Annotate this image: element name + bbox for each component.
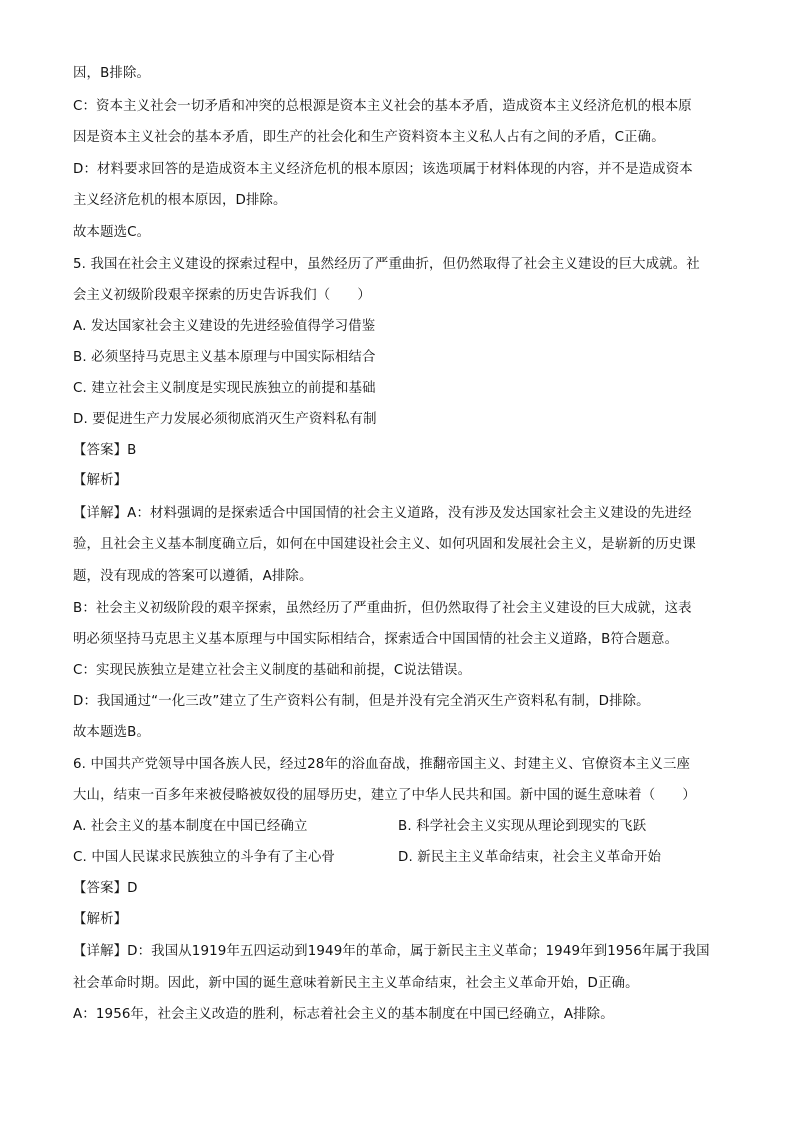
detail-text: 【详解】A：材料强调的是探索适合中国国情的社会主义道路，没有涉及发达国家社会主义建设的先进经 xyxy=(73,506,692,521)
option-a: A. 社会主义的基本制度在中国已经确立 xyxy=(73,819,308,834)
analysis-label: 【解析】 xyxy=(73,912,128,927)
option-d: D. 要促进生产力发展必须彻底消灭生产资料私有制 xyxy=(73,412,377,427)
detail-text: 验，且社会主义基本制度确立后，如何在中国建设社会主义、如何巩固和发展社会主义，是崭新的历史课 xyxy=(73,537,696,552)
option-d: D. 新民主主义革命结束，社会主义革命开始 xyxy=(398,850,662,865)
question-6-stem: 大山，结束一百多年来被侵略被奴役的屈辱历史，建立了中华人民共和国。新中国的诞生意味着（ ） xyxy=(73,788,696,803)
question-6-stem: 6. 中国共产党领导中国各族人民，经过28年的浴血奋战，推翻帝国主义、封建主义、官僚资本主义三座 xyxy=(73,757,691,772)
text-line: 因，B排除。 xyxy=(73,66,151,81)
text-line: 主义经济危机的根本原因，D排除。 xyxy=(73,193,287,208)
detail-text: A：1956年，社会主义改造的胜利，标志着社会主义的基本制度在中国已经确立，A排除。 xyxy=(73,1007,614,1022)
answer-label: 【答案】D xyxy=(73,881,138,896)
detail-text: C：实现民族独立是建立社会主义制度的基础和前提，C说法错误。 xyxy=(73,663,472,678)
text-line: D：材料要求回答的是造成资本主义经济危机的根本原因；该选项属于材料体现的内容，并不是造成资本 xyxy=(73,162,693,177)
detail-text: 题，没有现成的答案可以遵循，A排除。 xyxy=(73,569,313,584)
detail-text: 社会革命时期。因此，新中国的诞生意味着新民主主义革命结束，社会主义革命开始，D正确。 xyxy=(73,976,639,991)
answer-label: 【答案】B xyxy=(73,443,137,458)
option-a: A. 发达国家社会主义建设的先进经验值得学习借鉴 xyxy=(73,319,376,334)
text-line: 因是资本主义社会的基本矛盾，即生产的社会化和生产资料资本主义私人占有之间的矛盾，C正确。 xyxy=(73,130,665,145)
detail-text: 【详解】D：我国从1919年五四运动到1949年的革命，属于新民主主义革命；1949年到1956年属于我国 xyxy=(73,944,710,959)
detail-text: B：社会主义初级阶段的艰辛探索，虽然经历了严重曲折，但仍然取得了社会主义建设的巨大成就，这表 xyxy=(73,601,692,616)
analysis-label: 【解析】 xyxy=(73,473,128,488)
option-c: C. 建立社会主义制度是实现民族独立的前提和基础 xyxy=(73,381,376,396)
option-c: C. 中国人民谋求民族独立的斗争有了主心骨 xyxy=(73,850,336,865)
text-line: 故本题选C。 xyxy=(73,225,151,240)
option-b: B. 必须坚持马克思主义基本原理与中国实际相结合 xyxy=(73,350,376,365)
detail-text: 故本题选B。 xyxy=(73,725,151,740)
option-b: B. 科学社会主义实现从理论到现实的飞跃 xyxy=(398,819,647,834)
detail-text: 明必须坚持马克思主义基本原理与中国实际相结合，探索适合中国国情的社会主义道路，B符合题意。 xyxy=(73,632,679,647)
question-5-stem: 5. 我国在社会主义建设的探索过程中，虽然经历了严重曲折，但仍然取得了社会主义建设的巨大成就。社 xyxy=(73,257,700,272)
text-line: C：资本主义社会一切矛盾和冲突的总根源是资本主义社会的基本矛盾，造成资本主义经济危机的根本原 xyxy=(73,99,692,114)
detail-text: D：我国通过“一化三改”建立了生产资料公有制，但是并没有完全消灭生产资料私有制，D排除。 xyxy=(73,694,650,709)
question-5-stem: 会主义初级阶段艰辛探索的历史告诉我们（ ） xyxy=(73,288,371,303)
